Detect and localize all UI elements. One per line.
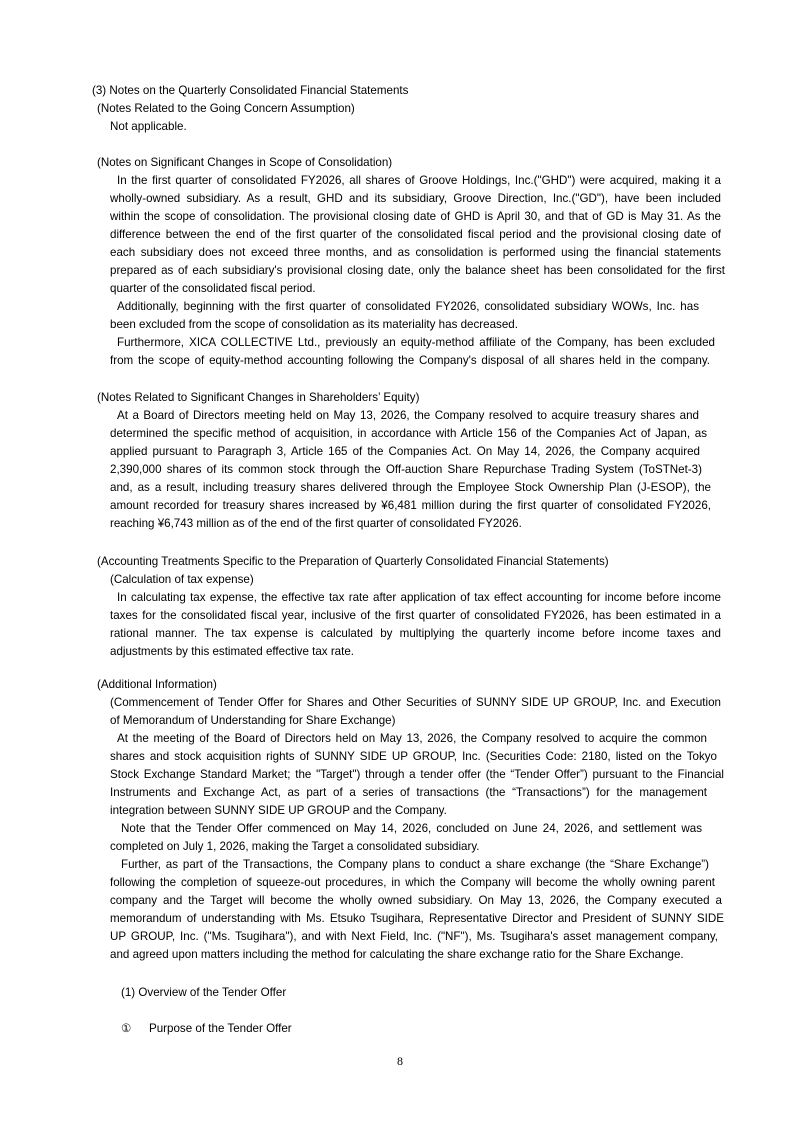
scope-line: from the scope of equity-method accounting following the Company's disposal of all shares held in the company.: [110, 354, 710, 367]
accounting-line: adjustments by this estimated effective tax rate.: [110, 645, 355, 658]
scope-line: been excluded from the scope of consolidation as its materiality has decreased.: [110, 318, 518, 331]
additional-line: completed on July 1, 2026, making the Target a consolidated subsidiary.: [110, 840, 480, 853]
equity-line: reaching ¥6,743 million as of the end of the first quarter of consolidated FY2026.: [110, 517, 522, 530]
page-number: 8: [397, 1054, 403, 1068]
additional-subtitle-line: (Commencement of Tender Offer for Shares and Other Securities of SUNNY SIDE UP GROUP, Inc. and Execution: [110, 696, 721, 709]
additional-line: company and the Target will become the wholly owned subsidiary. On May 13, 2026, the Company executed a: [110, 894, 722, 907]
equity-line: 2,390,000 shares of its common stock through the Off-auction Share Repurchase Trading System (ToSTNet-3): [110, 463, 702, 476]
additional-title: (Additional Information): [97, 678, 217, 691]
scope-line: wholly-owned subsidiary. As a result, GHD and its subsidiary, Groove Direction, Inc.("GD"), have been included: [110, 192, 721, 205]
scope-line: quarter of the consolidated fiscal period.: [110, 282, 316, 295]
purpose-item: [121, 1020, 292, 1038]
section-heading: (3) Notes on the Quarterly Consolidated Financial Statements: [92, 84, 409, 97]
going-concern-body: Not applicable.: [110, 120, 187, 133]
equity-line: and, as a result, including treasury shares delivered through the Employee Stock Ownership Plan (J-ESOP), the: [110, 481, 711, 494]
additional-line: UP GROUP, Inc. ("Ms. Tsugihara"), and with Next Field, Inc. ("NF"), Ms. Tsugihara's asset management company,: [110, 930, 718, 943]
scope-line: within the scope of consolidation. The provisional closing date of GHD is April 30, and that of GD is May 31. As the: [110, 210, 721, 223]
additional-line: and agreed upon matters including the method for calculating the share exchange ratio for the Share Exchange.: [110, 948, 684, 961]
additional-line: shares and stock acquisition rights of SUNNY SIDE UP GROUP, Inc. (Securities Code: 2180, listed on the Tokyo: [110, 750, 717, 763]
going-concern-title: (Notes Related to the Going Concern Assumption): [97, 102, 355, 115]
tender-offer-overview-heading: (1) Overview of the Tender Offer: [121, 986, 287, 999]
equity-line: determined the specific method of acquisition, in accordance with Article 156 of the Companies Act of Japan, as: [110, 427, 707, 440]
equity-title: (Notes Related to Significant Changes in Shareholders’ Equity): [97, 391, 420, 404]
additional-line: integration between SUNNY SIDE UP GROUP and the Company.: [110, 804, 447, 817]
scope-title: (Notes on Significant Changes in Scope of Consolidation): [97, 156, 393, 169]
scope-line: prepared as of each subsidiary's provisional closing date, only the balance sheet has been consolidated for the first: [110, 264, 725, 277]
scope-line: each subsidiary does not exceed three months, and as consolidation is performed using the financial statements: [110, 246, 721, 259]
additional-line: Note that the Tender Offer commenced on May 14, 2026, concluded on June 24, 2026, and settlement was: [121, 822, 702, 835]
accounting-title: (Accounting Treatments Specific to the Preparation of Quarterly Consolidated Financial Statements): [97, 555, 609, 568]
equity-line: amount recorded for treasury shares increased by ¥6,481 million during the first quarter of consolidated FY2026,: [110, 499, 711, 512]
additional-line: Further, as part of the Transactions, the Company plans to conduct a share exchange (the “Share Exchange”): [121, 858, 709, 871]
purpose-label: Purpose of the Tender Offer: [149, 1022, 292, 1035]
accounting-line: rational manner. The tax expense is calculated by multiplying the quarterly income before income taxes and: [110, 627, 721, 640]
accounting-subtitle: (Calculation of tax expense): [110, 573, 254, 586]
accounting-line: In calculating tax expense, the effective tax rate after application of tax effect accounting for income before income: [117, 591, 721, 604]
additional-line: At the meeting of the Board of Directors held on May 13, 2026, the Company resolved to acquire the common: [117, 732, 707, 745]
scope-line: Additionally, beginning with the first quarter of consolidated FY2026, consolidated subsidiary WOWs, Inc. has: [117, 300, 699, 313]
scope-line: In the first quarter of consolidated FY2026, all shares of Groove Holdings, Inc.("GHD") were acquired, making it a: [117, 174, 721, 187]
additional-line: following the completion of squeeze-out procedures, in which the Company will become the wholly owning parent: [110, 876, 715, 889]
additional-subtitle-line: of Memorandum of Understanding for Share Exchange): [110, 714, 396, 727]
circled-one-marker: ①: [121, 1022, 132, 1035]
accounting-line: taxes for the consolidated fiscal year, inclusive of the first quarter of consolidated FY2026, has been estimated in a: [110, 609, 721, 622]
scope-line: Furthermore, XICA COLLECTIVE Ltd., previously an equity-method affiliate of the Company, has been excluded: [117, 336, 715, 349]
additional-line: memorandum of understanding with Ms. Etsuko Tsugihara, Representative Director and President of SUNNY SIDE: [110, 912, 724, 925]
additional-line: Stock Exchange Standard Market; the "Target") through a tender offer (the “Tender Offer”) pursuant to the Financial: [110, 768, 724, 781]
scope-line: difference between the end of the first quarter of the consolidated fiscal period and the provisional closing date of: [110, 228, 721, 241]
equity-line: applied pursuant to Paragraph 3, Article 165 of the Companies Act. On May 14, 2026, the Company acquired: [110, 445, 700, 458]
equity-line: At a Board of Directors meeting held on May 13, 2026, the Company resolved to acquire treasury shares and: [117, 409, 699, 422]
additional-line: Instruments and Exchange Act, as part of a series of transactions (the “Transactions”) for the management: [110, 786, 707, 799]
